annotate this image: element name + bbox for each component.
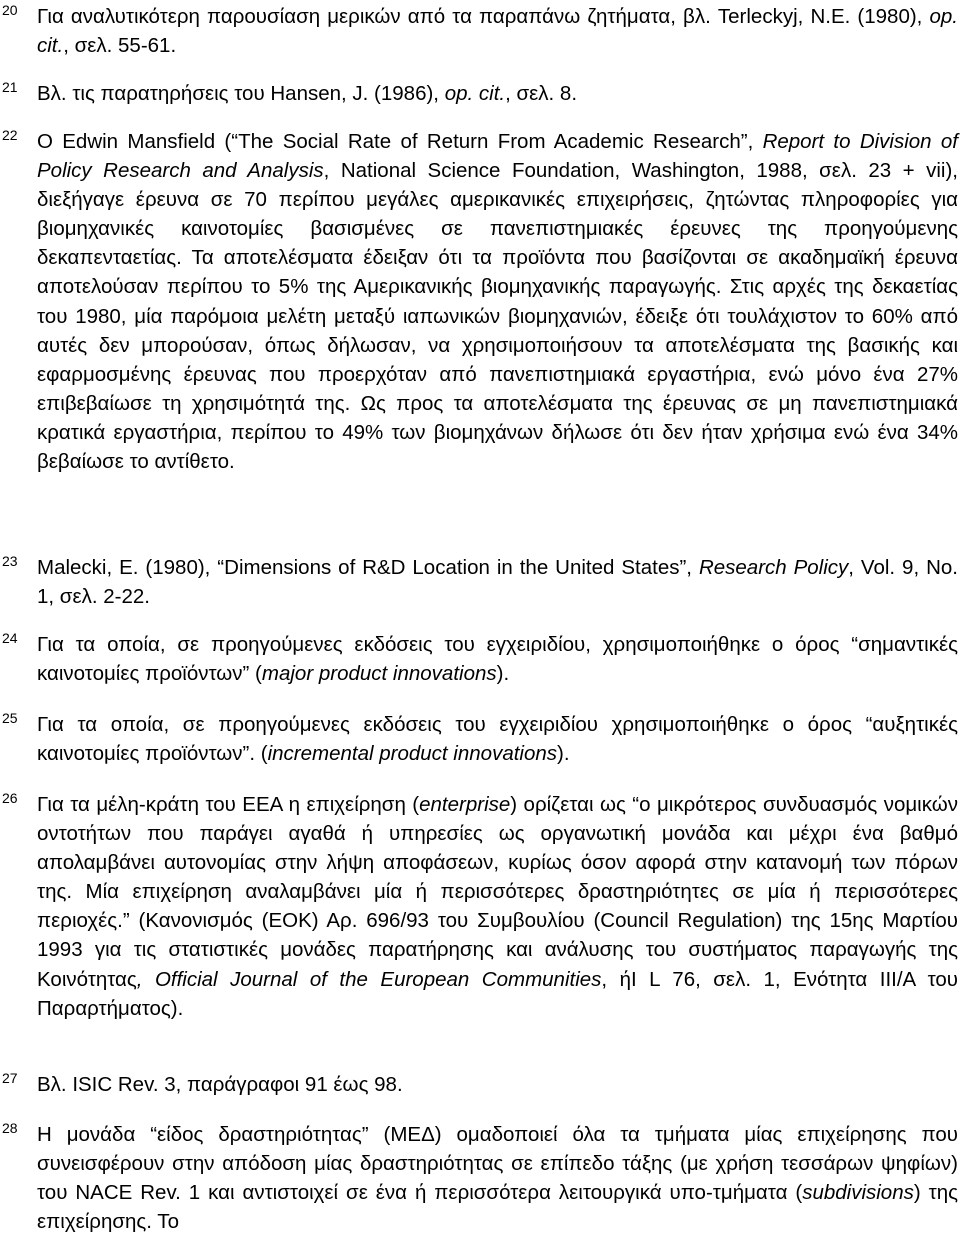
footnote-text [37,1120,958,1236]
footnote-text [37,790,958,1023]
text-run: ). [496,662,510,686]
text-run: ) της επιχείρησης. Το [37,1181,958,1234]
text-run: , σελ. 8. [505,82,578,105]
footnote-number: 27 [2,1070,18,1086]
italic-text-run: , Official Journal of the European Communities [136,967,602,991]
text-run: Για τα οποία, σε προηγούμενες εκδόσεις του εγχειριδίου, χρησιμοποιήθηκε ο όρος “σημαντικές καινοτομίες προϊόντων” ( [37,633,958,686]
text-run: Malecki, E. (1980), “Dimensions of R&D Location in the United States”, [37,556,699,579]
text-run: Βλ. τις παρατηρήσεις του Hansen, J. (1986), [37,82,445,105]
italic-text-run: op. cit. [37,5,958,58]
footnote-text [37,553,958,611]
text-run: Για τα μέλη-κράτη του ΕΕΑ η επιχείρηση ( [37,793,420,816]
text-run: , National Science Foundation, Washington, 1988, σελ. 23 + vii), διεξήγαγε έρευνα σε 70 περίπου μεγάλες αμερικανικές επιχειρήσεις, ζητώντας πληροφορίες για βιομηχανικές καινοτομίες βασισμένες σε πανεπιστημιακές έρευνες της προηγούμενης δεκαπενταετίας. Τα αποτελέσματα έδειξαν ότι τα προϊόντα που βασίζονται σε ακαδημαϊκή έρευνα αποτελούσαν περίπου το 5% της Αμερικανικής βιομηχανικής παραγωγής. Στις αρχές της δεκαετίας του 1980, μία παρόμοια μελέτη μεταξύ ιαπωνικών βιομηχανιών, έδειξε ότι τουλάχιστον το 60% από αυτές δεν μπορούσαν, όπως δήλωσαν, να χρησιμοποιήσουν τα αποτελέσματα της βασικής και εφαρμοσμένης έρευνας που προερχόταν από πανεπιστημιακά εργαστήρια, ενώ μόνο ένα 27% επιβεβαίωσε τη χρησιμότητά της. Ως προς τα αποτελέσματα της έρευνας σε μη πανεπιστημιακά κρατικά εργαστήρια, περίπου το 49% των βιομηχάνων δήλωσε ότι δεν ήταν χρήσιμα ενώ ένα 34% βεβαίωσε το αντίθετο. [37,159,958,474]
footnote-number: 24 [2,630,18,646]
text-run: Για τα οποία, σε προηγούμενες εκδόσεις του εγχειριδίου χρησιμοποιήθηκε ο όρος “αυξητικές καινοτομίες προϊόντων”. ( [37,713,958,766]
text-run: , ήΙ L 76, σελ. 1, Ενότητα III/A του Παραρτήματος). [37,967,959,1020]
footnote-text [37,127,958,476]
text-run: Η μονάδα “είδος δραστηριότητας” (ΜΕΔ) ομαδοποιεί όλα τα τμήματα μίας επιχείρησης που συνεισφέρουν στην απόδοση μίας δραστηριότητας σε επίπεδο τάξης (με χρήση τεσσάρων ψηφίων) του NACE Rev. 1 και αντιστοιχεί σε ένα ή περισσότερα λειτουργικά υπο-τμήματα ( [37,1123,958,1205]
text-run: ). [557,742,570,766]
italic-text-run: major product innovations [261,662,497,686]
text-run: Βλ. ISIC Rev. 3, παράγραφοι 91 έως 98. [37,1073,403,1096]
footnote-text [37,710,958,768]
footnote-text [37,79,958,108]
footnote-number: 21 [2,79,18,95]
italic-text-run: subdivisions [802,1181,914,1205]
italic-text-run: op. cit. [444,82,506,105]
footnote-number: 28 [2,1120,18,1136]
text-run: , σελ. 55-61. [63,34,177,58]
footnote-number: 23 [2,553,18,569]
footnote-text [37,1070,958,1099]
footnote-text [37,630,958,688]
footnote-number: 22 [2,127,18,143]
italic-text-run: Report to Division of Policy Research and Analysis [37,130,958,183]
italic-text-run: Research Policy [698,556,849,579]
text-run: , Vol. 9, No. 1, σελ. 2-22. [37,556,958,609]
text-run: ) ορίζεται ως “ο μικρότερος συνδυασμός νομικών οντοτήτων που παράγει αγαθά ή υπηρεσίες ως οργανωτική μονάδα και μέχρι ένα βαθμό απολαμβάνει αυτονομίας στην λήψη αποφάσεων, κυρίως όσον αφορά στην κατανομή των πόρων της. Μία επιχείρηση αναλαμβάνει μία ή περισσότερες δραστηριότητες σε μία ή περισσότερες περιοχές.” (Κανονισμός (ΕΟΚ) Αρ. 696/93 του Συμβουλίου (Council Regulation) της 15ης Μαρτίου 1993 για τις στατιστικές μονάδες παρατήρησης και ανάλυσης του συστήματος παραγωγής της Κοινότητας [37,793,958,991]
footnote-number: 26 [2,790,18,806]
text-run: Για αναλυτικότερη παρουσίαση μερικών από τα παραπάνω ζητήματα, βλ. Terleckyj, N.E. (1980), [37,5,930,28]
footnote-text [37,2,958,60]
footnote-number: 20 [2,2,18,18]
italic-text-run: enterprise [419,793,511,816]
footnote-number: 25 [2,710,18,726]
text-run: O Edwin Mansfield (“The Social Rate of Return From Academic Research”, [37,130,763,153]
italic-text-run: incremental product innovations [267,742,558,766]
